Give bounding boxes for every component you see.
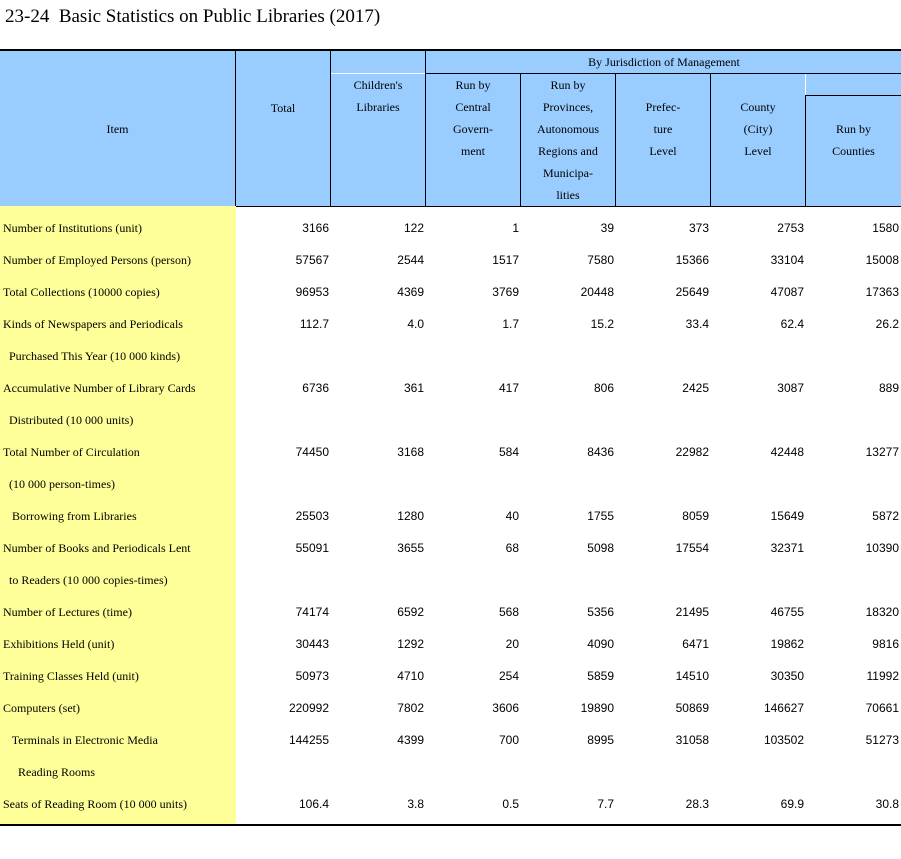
row-value: 122 xyxy=(403,221,424,235)
header-prefecture xyxy=(616,74,710,206)
row-value: 15649 xyxy=(770,509,804,523)
row-value: 1.7 xyxy=(502,317,519,331)
row-value: 3769 xyxy=(492,285,519,299)
row-value: 4399 xyxy=(397,733,424,747)
row-value: 28.3 xyxy=(685,797,709,811)
row-value: 10390 xyxy=(865,541,899,555)
row-value: 7802 xyxy=(397,701,424,715)
row-value: 30443 xyxy=(295,637,329,651)
row-value: 568 xyxy=(498,605,519,619)
row-label: Number of Institutions (unit) xyxy=(3,221,142,235)
row-label: Training Classes Held (unit) xyxy=(3,669,139,683)
row-label: Exhibitions Held (unit) xyxy=(3,637,115,651)
row-value: 3606 xyxy=(492,701,519,715)
row-value: 9816 xyxy=(872,637,899,651)
row-label: Purchased This Year (10 000 kinds) xyxy=(3,349,181,363)
grid-line xyxy=(520,73,521,206)
row-value: 6736 xyxy=(302,381,329,395)
header-central xyxy=(426,74,520,206)
row-value: 25503 xyxy=(295,509,329,523)
row-value: 51273 xyxy=(865,733,899,747)
row-value: 4710 xyxy=(397,669,424,683)
header-prefecture-line: Level xyxy=(649,144,677,158)
header-jurisdiction-label: By Jurisdiction of Management xyxy=(588,55,740,69)
row-value: 20448 xyxy=(580,285,614,299)
row-value: 6471 xyxy=(682,637,709,651)
row-value: 1755 xyxy=(587,509,614,523)
row-value: 30.8 xyxy=(875,797,899,811)
bottom-rule xyxy=(0,824,901,826)
row-value: 68 xyxy=(505,541,519,555)
row-label: Number of Books and Periodicals Lent xyxy=(3,541,191,555)
row-value: 20 xyxy=(505,637,519,651)
header-childrens-line: Libraries xyxy=(356,100,400,114)
header-central-line: Run by xyxy=(455,78,491,92)
row-label: Computers (set) xyxy=(3,701,80,715)
row-value: 2753 xyxy=(777,221,804,235)
row-value: 8436 xyxy=(587,445,614,459)
header-childrens-line: Children's xyxy=(353,78,403,92)
header-item xyxy=(0,51,235,206)
row-value: 106.4 xyxy=(298,797,329,811)
grid-line xyxy=(805,95,806,206)
header-total-label: Total xyxy=(270,101,296,115)
header-childrens xyxy=(331,74,425,206)
row-label: Number of Lectures (time) xyxy=(3,605,132,619)
row-value: 11992 xyxy=(866,669,899,683)
row-value: 1580 xyxy=(872,221,899,235)
row-value: 17363 xyxy=(865,285,899,299)
row-value: 2425 xyxy=(682,381,709,395)
row-value: 7580 xyxy=(587,253,614,267)
row-value: 74174 xyxy=(295,605,329,619)
row-label: Total Number of Circulation xyxy=(3,445,140,459)
row-value: 26.2 xyxy=(875,317,899,331)
row-value: 3.8 xyxy=(407,797,424,811)
header-county-city-line: County xyxy=(740,100,776,114)
row-value: 361 xyxy=(403,381,424,395)
row-value: 4369 xyxy=(397,285,424,299)
row-value: 8995 xyxy=(587,733,614,747)
row-value: 373 xyxy=(688,221,709,235)
row-value: 2544 xyxy=(397,253,424,267)
row-value: 7.7 xyxy=(597,797,614,811)
row-value: 42448 xyxy=(770,445,804,459)
header-county-city-line: (City) xyxy=(743,122,773,136)
row-value: 15.2 xyxy=(590,317,614,331)
row-label: Borrowing from Libraries xyxy=(3,509,137,523)
header-jurisdiction xyxy=(331,51,901,73)
row-value: 889 xyxy=(878,381,899,395)
row-value: 14510 xyxy=(675,669,709,683)
grid-line xyxy=(805,95,901,96)
row-value: 3166 xyxy=(302,221,329,235)
row-value: 1280 xyxy=(397,509,424,523)
row-label: Accumulative Number of Library Cards xyxy=(3,381,196,395)
row-value: 3655 xyxy=(397,541,424,555)
row-value: 17554 xyxy=(675,541,709,555)
row-value: 33104 xyxy=(770,253,804,267)
row-value: 5356 xyxy=(587,605,614,619)
row-value: 806 xyxy=(593,381,614,395)
header-counties xyxy=(806,74,901,206)
header-provinces-line: Municipa- xyxy=(543,166,593,180)
row-value: 62.4 xyxy=(780,317,804,331)
row-value: 584 xyxy=(498,445,519,459)
row-label: Terminals in Electronic Media xyxy=(3,733,158,747)
header-provinces-line: Regions and xyxy=(538,144,598,158)
grid-line xyxy=(330,51,331,206)
row-value: 39 xyxy=(600,221,614,235)
header-provinces-line: Autonomous xyxy=(536,122,599,136)
row-value: 4.0 xyxy=(407,317,424,331)
header-counties-line: Run by xyxy=(835,122,871,136)
row-value: 1292 xyxy=(397,637,424,651)
row-label: Number of Employed Persons (person) xyxy=(3,253,191,267)
row-value: 21495 xyxy=(675,605,709,619)
row-label: (10 000 person-times) xyxy=(3,477,115,491)
row-value: 8059 xyxy=(682,509,709,523)
row-value: 19862 xyxy=(770,637,804,651)
header-provinces-line: lities xyxy=(556,188,580,202)
row-value: 15366 xyxy=(675,253,709,267)
row-value: 30350 xyxy=(770,669,804,683)
row-value: 96953 xyxy=(295,285,329,299)
row-value: 18320 xyxy=(865,605,899,619)
row-value: 4090 xyxy=(587,637,614,651)
grid-line xyxy=(425,51,426,206)
row-value: 40 xyxy=(505,509,519,523)
row-value: 1 xyxy=(512,221,519,235)
row-value: 220992 xyxy=(288,701,329,715)
row-label: Total Collections (10000 copies) xyxy=(3,285,160,299)
row-value: 22982 xyxy=(675,445,709,459)
header-provinces-line: Run by xyxy=(550,78,586,92)
row-value: 55091 xyxy=(295,541,329,555)
row-value: 700 xyxy=(498,733,519,747)
row-value: 25649 xyxy=(675,285,709,299)
row-value: 70661 xyxy=(865,701,899,715)
row-value: 33.4 xyxy=(685,317,709,331)
row-value: 50869 xyxy=(675,701,709,715)
row-value: 5859 xyxy=(587,669,614,683)
row-value: 31058 xyxy=(675,733,709,747)
header-central-line: Govern- xyxy=(453,122,493,136)
row-value: 47087 xyxy=(770,285,804,299)
row-value: 15008 xyxy=(865,253,899,267)
row-value: 0.5 xyxy=(502,797,519,811)
row-value: 32371 xyxy=(770,541,804,555)
header-central-line: ment xyxy=(461,144,485,158)
header-provinces xyxy=(521,74,615,206)
row-value: 5098 xyxy=(587,541,614,555)
row-value: 112.7 xyxy=(299,317,329,331)
row-value: 6592 xyxy=(397,605,424,619)
row-value: 417 xyxy=(498,381,519,395)
row-label: Seats of Reading Room (10 000 units) xyxy=(3,797,187,811)
row-value: 1517 xyxy=(492,253,519,267)
row-label: to Readers (10 000 copies-times) xyxy=(3,573,168,587)
grid-line xyxy=(425,73,901,74)
row-value: 50973 xyxy=(295,669,329,683)
row-value: 57567 xyxy=(295,253,329,267)
row-value: 3168 xyxy=(397,445,424,459)
row-value: 103502 xyxy=(763,733,804,747)
header-central-line: Central xyxy=(455,100,491,114)
row-value: 19890 xyxy=(580,701,614,715)
header-total xyxy=(236,51,330,206)
row-value: 5872 xyxy=(872,509,899,523)
page-title: 23-24 Basic Statistics on Public Libraries (2017) xyxy=(5,6,381,27)
row-label: Kinds of Newspapers and Periodicals xyxy=(3,317,183,331)
header-item-label: Item xyxy=(106,121,129,136)
row-value: 144255 xyxy=(288,733,329,747)
header-county-city-line: Level xyxy=(744,144,772,158)
grid-line xyxy=(710,73,711,206)
row-value: 74450 xyxy=(295,445,329,459)
header-prefecture-line: Prefec- xyxy=(645,100,681,114)
row-value: 46755 xyxy=(770,605,804,619)
header-provinces-line: Provinces, xyxy=(542,100,594,114)
row-value: 146627 xyxy=(763,701,804,715)
grid-line xyxy=(615,73,616,206)
header-prefecture-line: ture xyxy=(653,122,673,136)
row-value: 69.9 xyxy=(780,797,804,811)
header-counties-line: Counties xyxy=(832,144,875,158)
row-label: Distributed (10 000 units) xyxy=(3,413,134,427)
header-county-city xyxy=(711,74,805,206)
row-value: 254 xyxy=(498,669,519,683)
row-label: Reading Rooms xyxy=(3,765,95,779)
row-value: 13277 xyxy=(865,445,899,459)
row-value: 3087 xyxy=(777,381,804,395)
